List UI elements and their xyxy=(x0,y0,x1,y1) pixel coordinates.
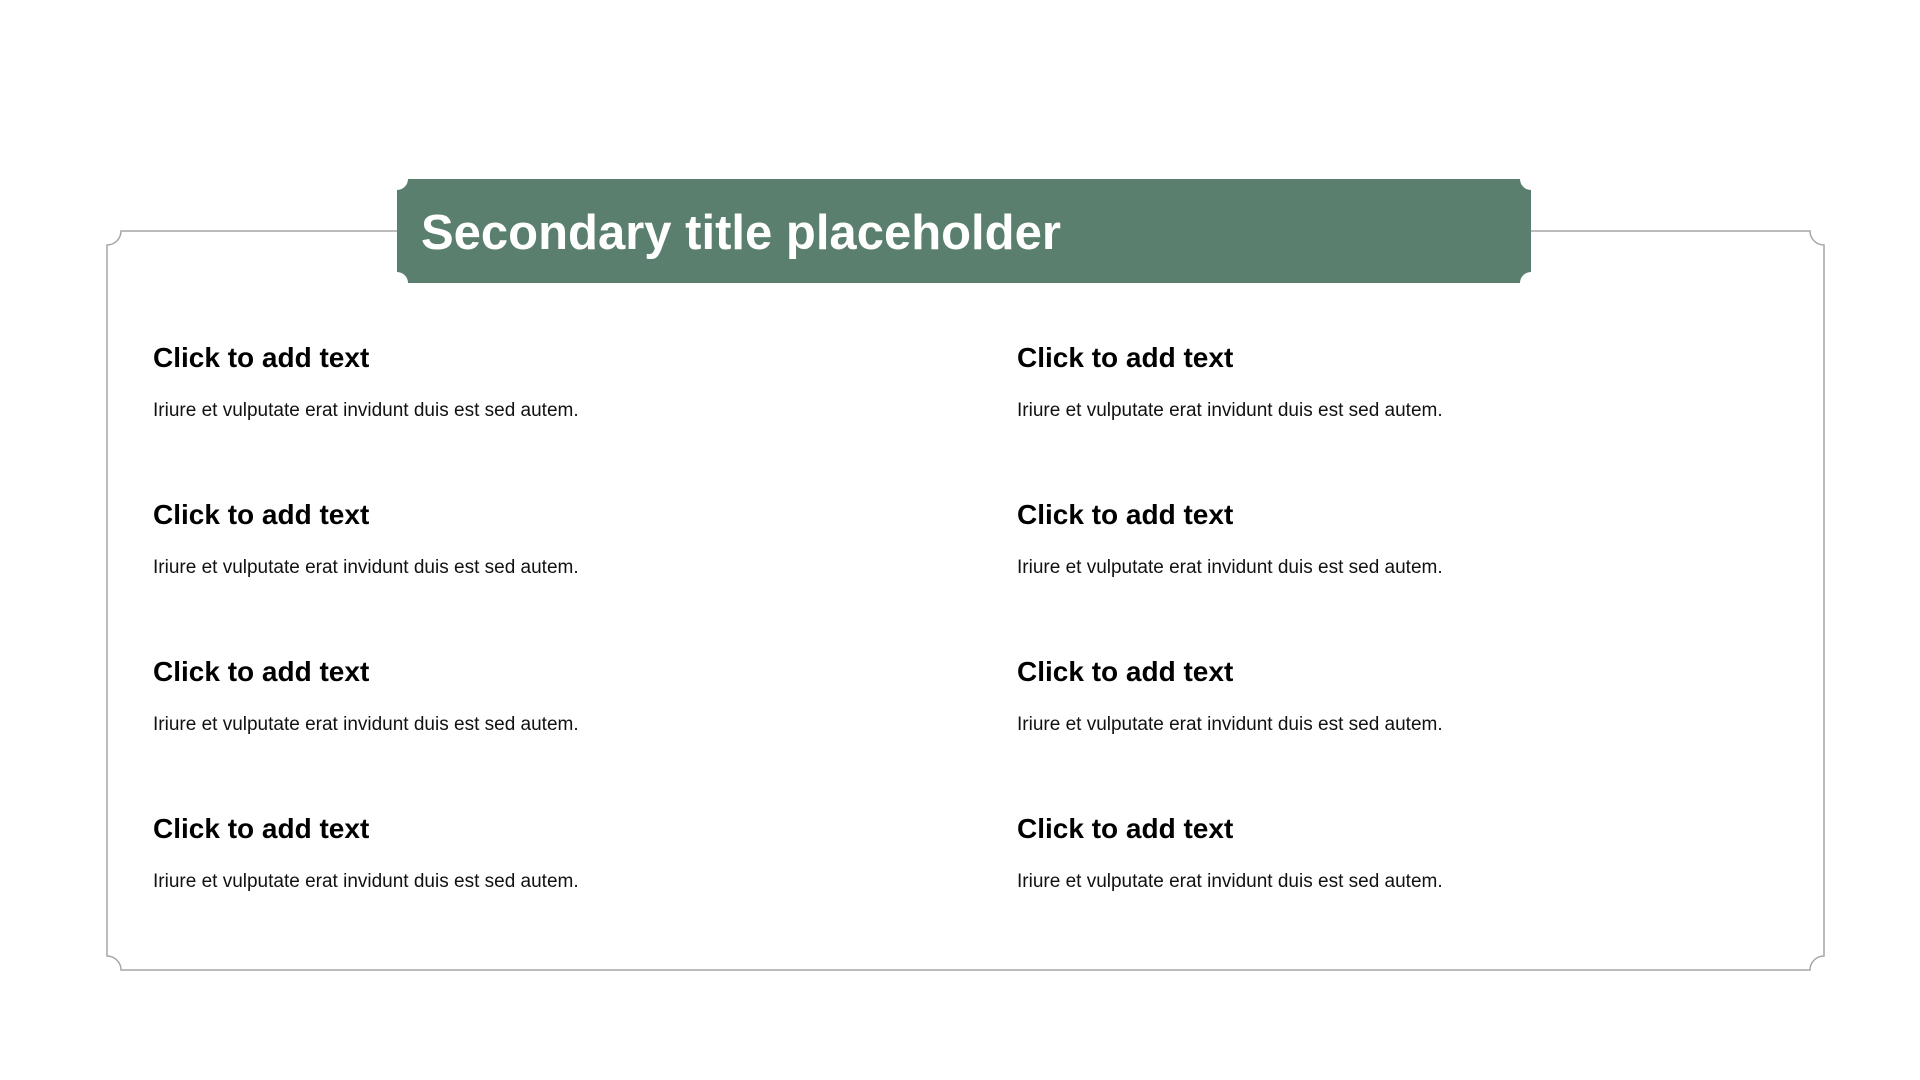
text-block-heading[interactable]: Click to add text xyxy=(153,656,370,687)
text-block[interactable] xyxy=(153,498,853,580)
text-block-body[interactable]: Iriure et vulputate erat invidunt duis est sed autem. xyxy=(153,871,579,892)
text-block[interactable] xyxy=(153,812,853,894)
text-block[interactable] xyxy=(1017,655,1717,737)
text-block[interactable] xyxy=(1017,498,1717,580)
slide-title[interactable]: Secondary title placeholder xyxy=(421,206,1061,260)
text-block[interactable] xyxy=(153,341,853,423)
text-block-heading[interactable]: Click to add text xyxy=(153,499,370,530)
text-block-body[interactable]: Iriure et vulputate erat invidunt duis est sed autem. xyxy=(1017,400,1443,421)
text-block-body[interactable]: Iriure et vulputate erat invidunt duis est sed autem. xyxy=(153,400,579,421)
text-block[interactable] xyxy=(1017,341,1717,423)
text-block-heading[interactable]: Click to add text xyxy=(153,813,370,844)
text-block-body[interactable]: Iriure et vulputate erat invidunt duis est sed autem. xyxy=(153,714,579,735)
text-block[interactable] xyxy=(1017,812,1717,894)
text-block-body[interactable]: Iriure et vulputate erat invidunt duis est sed autem. xyxy=(1017,714,1443,735)
text-block-heading[interactable]: Click to add text xyxy=(1017,342,1234,373)
text-block-body[interactable]: Iriure et vulputate erat invidunt duis est sed autem. xyxy=(153,557,579,578)
text-block-heading[interactable]: Click to add text xyxy=(153,342,370,373)
text-block-heading[interactable]: Click to add text xyxy=(1017,656,1234,687)
text-block[interactable] xyxy=(153,655,853,737)
text-block-body[interactable]: Iriure et vulputate erat invidunt duis est sed autem. xyxy=(1017,871,1443,892)
text-block-heading[interactable]: Click to add text xyxy=(1017,499,1234,530)
text-block-body[interactable]: Iriure et vulputate erat invidunt duis est sed autem. xyxy=(1017,557,1443,578)
text-block-heading[interactable]: Click to add text xyxy=(1017,813,1234,844)
